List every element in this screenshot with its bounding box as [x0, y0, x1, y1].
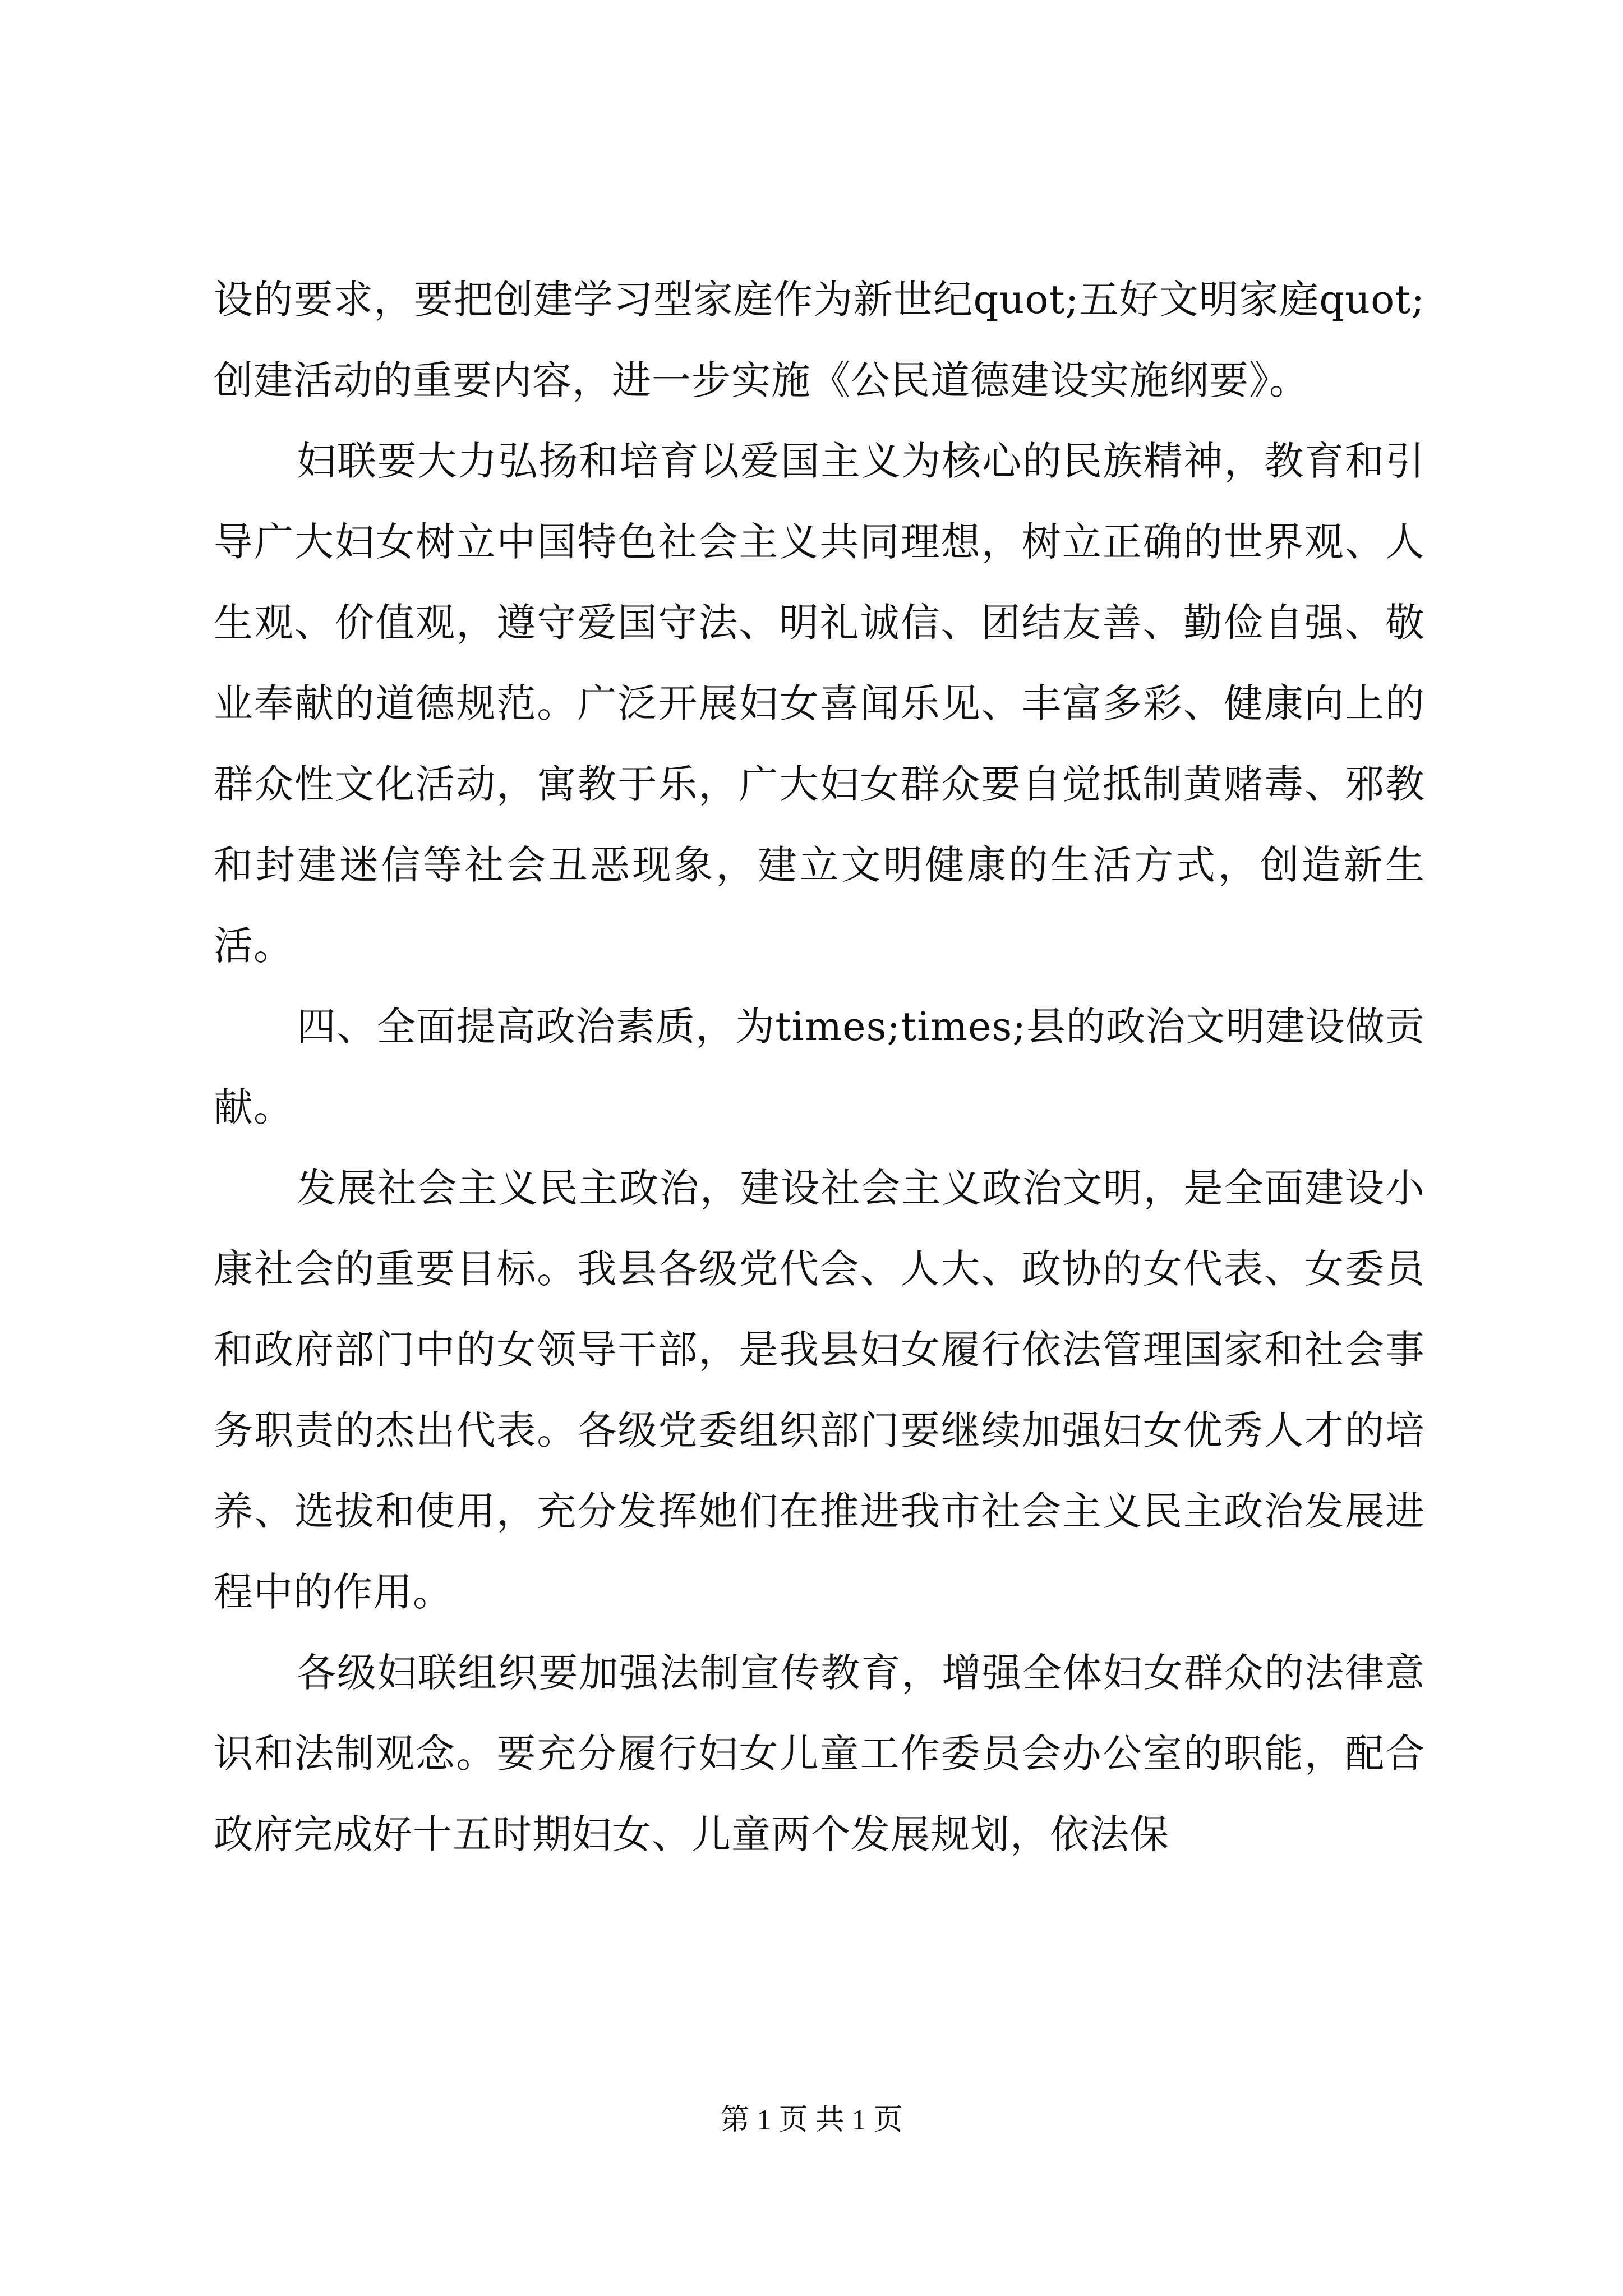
page-number-label: 第 1 页 共 1 页 — [720, 2104, 903, 2136]
paragraph-1: 设的要求，要把创建学习型家庭作为新世纪quot;五好文明家庭quot;创建活动的重要内容，进一步实施《公民道德建设实施纲要》。 — [214, 277, 1425, 403]
paragraph-3-heading: 四、全面提高政治素质，为times;times;县的政治文明建设做贡献。 — [214, 1004, 1425, 1130]
paragraph-2: 妇联要大力弘扬和培育以爱国主义为核心的民族精神，教育和引导广大妇女树立中国特色社会主义共同理想，树立正确的世界观、人生观、价值观，遵守爱国守法、明礼诚信、团结友善、勤俭自强、敬业奉献的道德规范。广泛开展妇女喜闻乐见、丰富多彩、健康向上的群众性文化活动，寓教于乐，广大妇女群众要自觉抵制黄赌毒、邪教和封建迷信等社会丑恶现象，建立文明健康的生活方式，创造新生活。 — [214, 438, 1425, 969]
page-footer — [0, 2101, 1623, 2140]
document-body — [214, 259, 1425, 1875]
paragraph-5: 各级妇联组织要加强法制宣传教育，增强全体妇女群众的法律意识和法制观念。要充分履行妇女儿童工作委员会办公室的职能，配合政府完成好十五时期妇女、儿童两个发展规划，依法保 — [214, 1650, 1425, 1857]
paragraph-4: 发展社会主义民主政治，建设社会主义政治文明，是全面建设小康社会的重要目标。我县各级党代会、人大、政协的女代表、女委员和政府部门中的女领导干部，是我县妇女履行依法管理国家和社会事务职责的杰出代表。各级党委组织部门要继续加强妇女优秀人才的培养、选拔和使用，充分发挥她们在推进我市社会主义民主政治发展进程中的作用。 — [214, 1165, 1425, 1615]
